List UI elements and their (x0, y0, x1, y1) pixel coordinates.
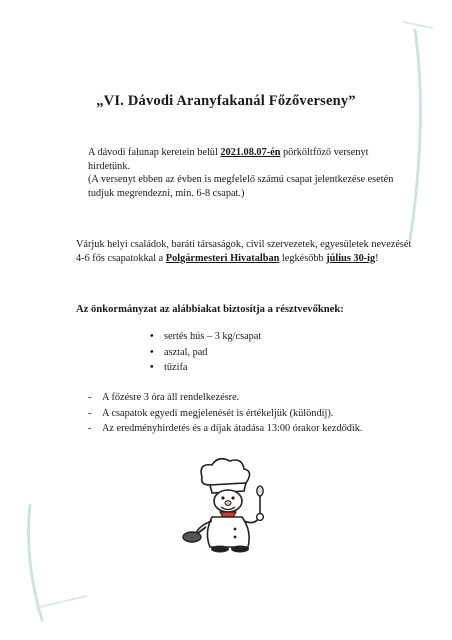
intro-text-end: pörköltfőző versenyt hirdetünk. (88, 147, 369, 172)
list-item: - A csapatok egyedi megjelenését is értékeljük (különdíj). (88, 406, 362, 422)
list-item: - A főzésre 3 óra áll rendelkezésre. (88, 390, 362, 406)
list-item: • tűzifa (150, 360, 261, 376)
provides-heading: Az önkormányzat az alábbiakat biztosítja a résztvevőknek: (76, 304, 344, 315)
intro-note: (A versenyt ebben az évben is megfelelő számú csapat jelentkezése esetén tudjuk megrendezni, min. 6-8 csapat.) (88, 174, 394, 199)
invite-text-end: ! (375, 252, 379, 264)
intro-text: A dávodi falunap keretein belül (88, 147, 221, 158)
provides-list (150, 329, 261, 376)
list-item: - Az eredményhirdetés és a díjak átadása 13:00 órakor kezdődik. (88, 421, 362, 437)
invite-text: Várjuk helyi családok, baráti társaságok, civil szervezetek, egyesületek nevezését 4-6 fős csapatokkal a (76, 239, 412, 264)
deadline: július 30-ig (326, 252, 376, 264)
page-title: „VI. Dávodi Aranyfakanál Főzőverseny” (96, 93, 356, 109)
invite-text-middle: legkésőbb (279, 252, 327, 264)
chef-cartoon-icon (180, 455, 280, 555)
notes-list (88, 390, 362, 437)
invite-paragraph (76, 238, 414, 265)
event-date: 2021.08.07-én (220, 147, 281, 158)
office-name: Polgármesteri Hivatalban (165, 252, 280, 264)
list-item: • asztal, pad (150, 345, 261, 361)
intro-paragraph (88, 146, 408, 200)
list-item: • sertés hús – 3 kg/csapat (150, 329, 261, 345)
